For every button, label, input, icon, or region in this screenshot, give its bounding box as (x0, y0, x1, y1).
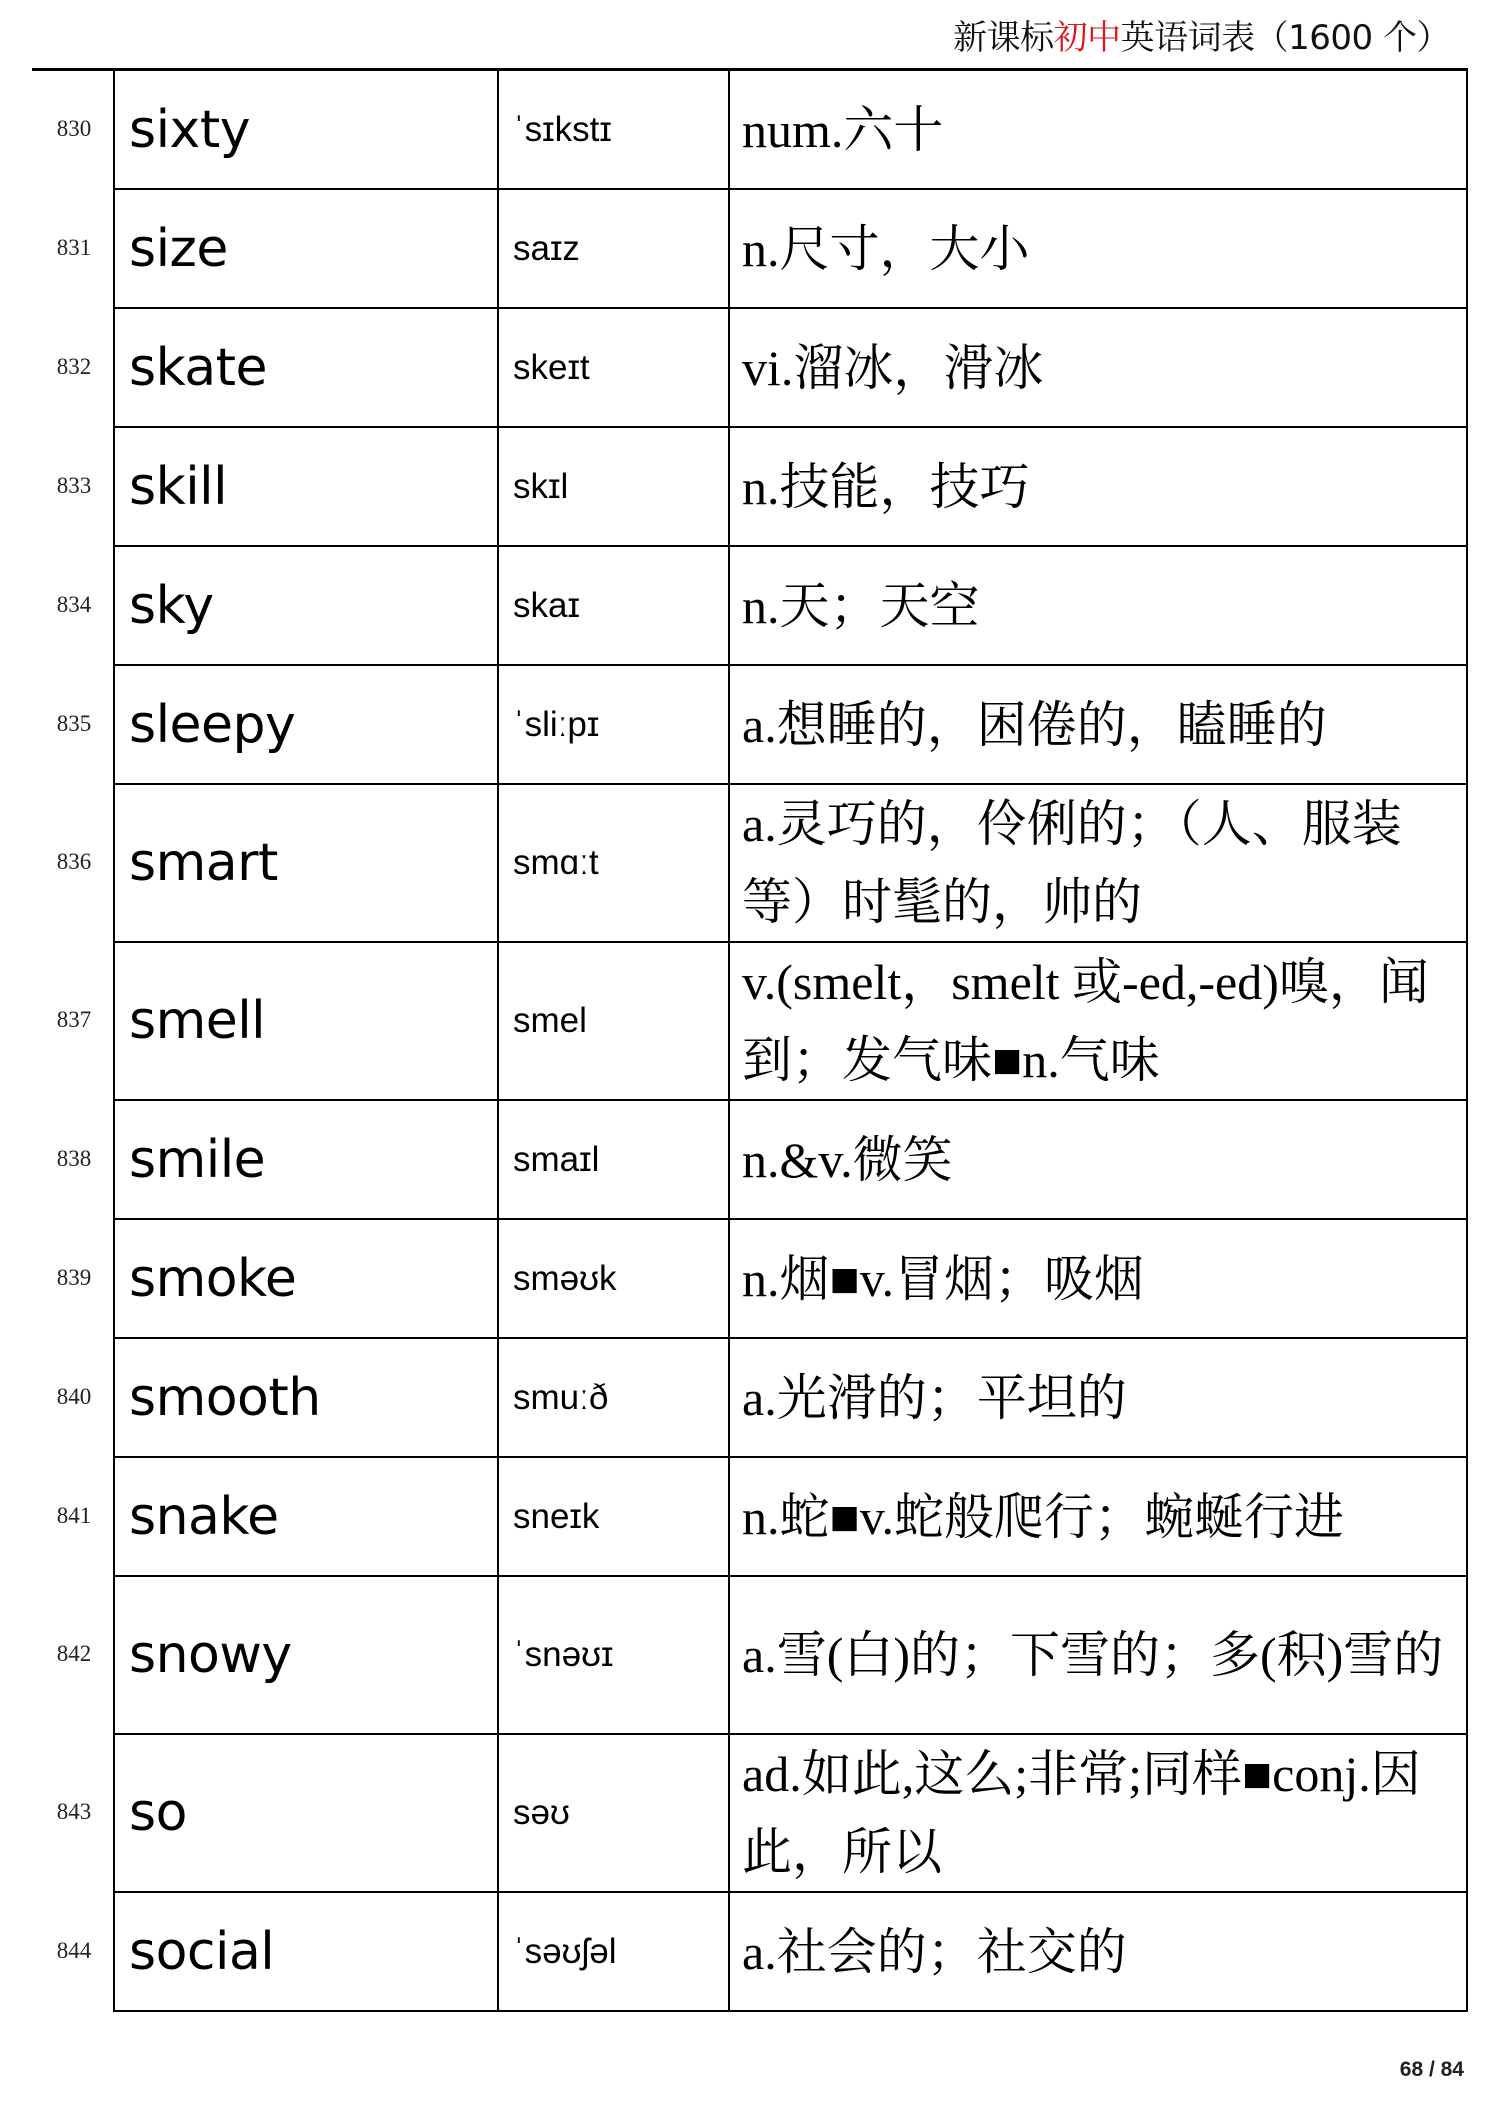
phonetic-cell: smel (498, 942, 729, 1100)
vocabulary-table (113, 69, 1468, 2012)
word-cell: smell (114, 942, 498, 1100)
phonetic-cell: ˈsəʊʃəl (498, 1892, 729, 2011)
meaning-cell: n.天；天空 (729, 546, 1467, 665)
phonetic-cell: sməʊk (498, 1219, 729, 1338)
word-cell: snowy (114, 1576, 498, 1734)
word-cell: sky (114, 546, 498, 665)
word-cell: size (114, 189, 498, 308)
meaning-cell: n.蛇■v.蛇般爬行；蜿蜒行进 (729, 1457, 1467, 1576)
title-suffix: 英语词表（1600 个） (1120, 18, 1450, 58)
word-cell: smooth (114, 1338, 498, 1457)
word-cell: smile (114, 1100, 498, 1219)
meaning-cell: num.六十 (729, 70, 1467, 189)
table-row (114, 189, 1467, 308)
meaning-cell: v.(smelt，smelt 或-ed,-ed)嗅，闻到；发气味■n.气味 (729, 942, 1467, 1100)
table-row (114, 784, 1467, 942)
table-row (114, 942, 1467, 1100)
row-number: 838 (56, 1145, 92, 1171)
phonetic-cell: ˈsnəʊɪ (498, 1576, 729, 1734)
phonetic-cell: smɑːt (498, 784, 729, 942)
row-number: 841 (56, 1502, 92, 1528)
table-row (114, 308, 1467, 427)
table-row (114, 1457, 1467, 1576)
table-row (114, 665, 1467, 784)
meaning-cell: a.社会的；社交的 (729, 1892, 1467, 2011)
meaning-cell: n.&v.微笑 (729, 1100, 1467, 1219)
meaning-cell: ad.如此,这么;非常;同样■conj.因此，所以 (729, 1734, 1467, 1892)
table-row (114, 1576, 1467, 1734)
word-cell: so (114, 1734, 498, 1892)
row-number: 839 (56, 1264, 92, 1290)
word-cell: skate (114, 308, 498, 427)
phonetic-cell: skɪl (498, 427, 729, 546)
word-cell: social (114, 1892, 498, 2011)
phonetic-cell: səʊ (498, 1734, 729, 1892)
row-number: 836 (56, 849, 92, 874)
word-cell: snake (114, 1457, 498, 1576)
meaning-cell: a.雪(白)的；下雪的；多(积)雪的 (729, 1576, 1467, 1734)
word-cell: skill (114, 427, 498, 546)
row-number: 834 (56, 591, 92, 617)
table-row (114, 1734, 1467, 1892)
title-accent: 初中 (1053, 18, 1121, 58)
word-cell: sleepy (114, 665, 498, 784)
word-cell: sixty (114, 70, 498, 189)
phonetic-cell: ˈsliːpɪ (498, 665, 729, 784)
meaning-cell: vi.溜冰，滑冰 (729, 308, 1467, 427)
meaning-cell: a.光滑的；平坦的 (729, 1338, 1467, 1457)
document-title (953, 10, 1450, 59)
meaning-cell: a.灵巧的，伶俐的；（人、服装等）时髦的，帅的 (729, 784, 1467, 942)
row-number: 832 (56, 353, 92, 379)
meaning-cell: n.技能，技巧 (729, 427, 1467, 546)
table-row (114, 427, 1467, 546)
table-row (114, 1892, 1467, 2011)
table-row (114, 1219, 1467, 1338)
row-number: 844 (56, 1937, 92, 1963)
table-row (114, 546, 1467, 665)
row-number: 830 (56, 115, 92, 141)
phonetic-cell: skaɪ (498, 546, 729, 665)
table-row (114, 1100, 1467, 1219)
row-number: 835 (56, 710, 92, 736)
page-indicator: 68 / 84 (1399, 2058, 1464, 2081)
meaning-cell: n.尺寸，大小 (729, 189, 1467, 308)
meaning-cell: n.烟■v.冒烟；吸烟 (729, 1219, 1467, 1338)
row-number: 840 (56, 1383, 92, 1409)
word-cell: smart (114, 784, 498, 942)
row-number: 831 (56, 234, 92, 260)
phonetic-cell: smuːð (498, 1338, 729, 1457)
phonetic-cell: skeɪt (498, 308, 729, 427)
table-row (114, 70, 1467, 189)
title-prefix: 新课标 (953, 18, 1054, 58)
row-number: 837 (56, 1007, 92, 1032)
word-cell: smoke (114, 1219, 498, 1338)
phonetic-cell: sneɪk (498, 1457, 729, 1576)
row-number: 842 (56, 1641, 92, 1666)
meaning-cell: a.想睡的，困倦的，瞌睡的 (729, 665, 1467, 784)
phonetic-cell: saɪz (498, 189, 729, 308)
row-number: 833 (56, 472, 92, 498)
row-number: 843 (56, 1799, 92, 1824)
phonetic-cell: ˈsɪkstɪ (498, 70, 729, 189)
phonetic-cell: smaɪl (498, 1100, 729, 1219)
table-row (114, 1338, 1467, 1457)
